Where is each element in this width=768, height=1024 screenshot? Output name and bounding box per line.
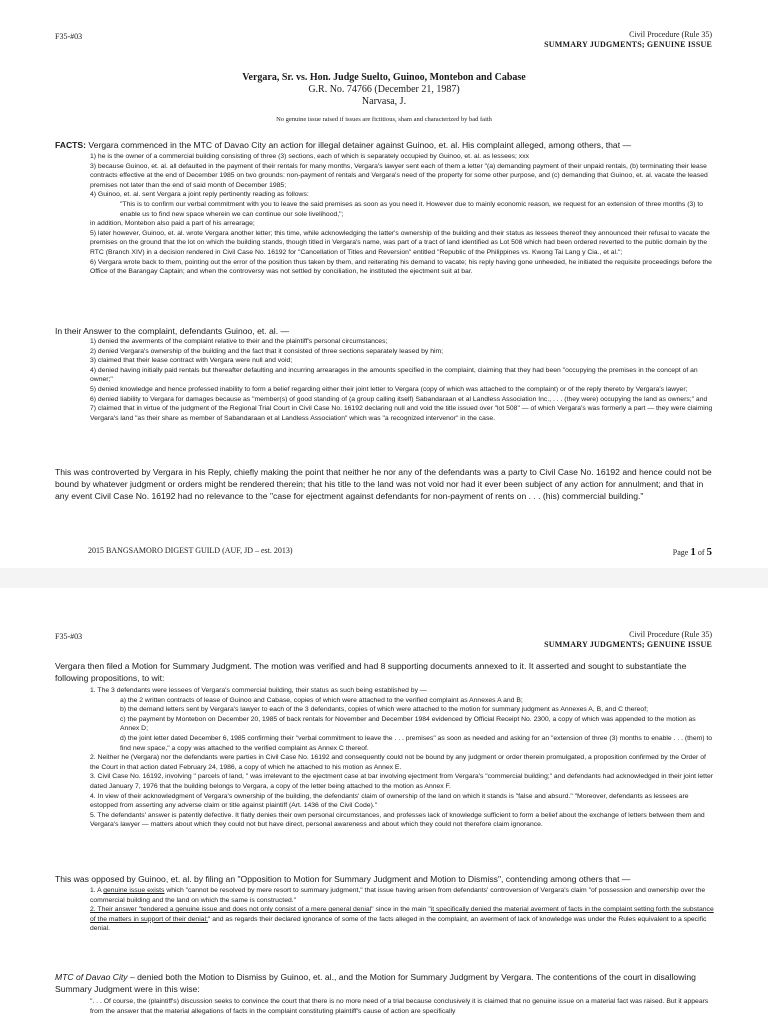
footer-guild: 2015 BANGSAMORO DIGEST GUILD (AUF, JD – est. 2013): [88, 546, 293, 555]
facts-item: 6) Vergara wrote back to them, pointing out the error of the position thus taken by them, and reiterating his demand to vacate; his reply having gone unheeded, he initiated the requisite proceedings before the Office of the Barangay Captain; and when the controversy was not settled by conciliation, he instituted the ejectment suit at bar.: [90, 258, 712, 276]
propositions-list: [55, 686, 715, 830]
answer-item: 2) denied Vergara's ownership of the building and the fact that it consisted of three sections separately leased by him;: [90, 347, 444, 355]
mtc-label: MTC of Davao City: [55, 972, 128, 982]
reply-paragraph: This was controverted by Vergara in his Reply, chiefly making the point that neither he nor any of the defendants was a party to Civil Case No. 16192 and hence could not be bound by whatever judgment or orders might be rendered therein; that his title to the land was not void nor had it ever been subject of any action for annulment; and that in any event Civil Case No. 16192 had no relevance to the "case for ejectment against defendants for non-payment of rents on . . . (his) commercial building.": [55, 467, 712, 501]
answer-item: 7) claimed that in virtue of the judgment of the Regional Trial Court in Civil Case No. 16192 declaring null and void the title issued over "lot 508" — of which Vergara's was formerly a part — they were claiming Vergara's land "as their share as member of Sabandaraan et al Landless Association" which was "a recognized intervenor" in the case.: [90, 405, 713, 422]
case-ponente: Narvasa, J.: [361, 96, 407, 107]
proposition-item: 4. In view of their acknowledgment of Vergara's ownership of the building, the defendants' claim of ownership of the land on which it stands is "false and absurd." "Moreover, defendants as lessees are estopped from asserting any adverse claim or title against plaintiff (Art. 1436 of the Civil Code).": [90, 792, 689, 810]
answer-item: 6) denied liability to Vergara for damages because as "member(s) of good standing of (a group calling itself) Sabandaraan et al Landless Association Inc., . . . (they were) occupying the land as owners;" and: [90, 395, 708, 403]
answer-item: 3) claimed that their lease contract with Vergara were null and void;: [90, 357, 293, 365]
answer-list: [55, 337, 715, 423]
answer-intro: In their Answer to the complaint, defendants Guinoo, et. al. —: [55, 326, 290, 336]
case-caption: [0, 72, 768, 126]
facts-item: 5) later however, Guinoo, et. al. wrote Vergara another letter; this time, while acknowledging the latter's ownership of the building and their status as lessees thereof they announced their refusal to vacate the premises on the ground that the lot on which the building stands, though titled in Vergara's name, was part of a tract of land identified as Lot 508 which had been ordered reverted to the public domain by the RTC (Branch XIV) in a decision rendered in Civil Case No. 16192 for "Cancellation of Titles and Reversion" entitled "Republic of the Philippines vs. Kwong Tai Lang y Cia., et al.";: [90, 229, 710, 256]
doc-code: F35-#03: [55, 632, 83, 641]
page-header-right: [544, 630, 712, 650]
course-label: Civil Procedure (Rule 35): [629, 30, 712, 39]
facts-intro: Vergara commenced in the MTC of Davao City an action for illegal detainer against Guinoo, et. al. His complaint alleged, among others, that —: [88, 140, 632, 150]
opposition-paragraph: This was opposed by Guinoo, et. al. by filing an "Opposition to Motion for Summary Judgment and Motion to Dismiss", contending among others that —: [55, 874, 631, 884]
answer-item: 1) denied the averments of the complaint relative to their and the plaintiff's personal circumstances;: [90, 338, 388, 345]
document-page-2: [0, 588, 768, 1024]
facts-item: 3) because Guinoo, et. al. all defaulted in the payment of their rentals for many months, Vergara's lawyer sent each of them a letter "(a) demanding payment of their unpaid rentals, (b) terminating their lease contracts effective at the end of December 1985 on two grounds: non-payment of rentals and Vergara's need of the property for some other purpose, and (c) demanding that Guinoo, et. al. vacate the leased premises not later than the end of said month of December 1985;: [90, 162, 708, 189]
facts-label: FACTS:: [55, 140, 87, 150]
proposition-subitem: b) the demand letters sent by Vergara's lawyer to each of the 3 defendants, copies of which were attached to the motion for summary judgment as Annexes A, B, and C thereof;: [120, 706, 648, 714]
answer-item: 5) denied knowledge and hence professed inability to form a belief regarding either their joint letter to Vergara (copy of which was attached to the complaint) or of the reply thereto by Vergara's lawyer;: [90, 385, 688, 393]
proposition-subitems: [90, 696, 715, 754]
facts-quote: "This is to confirm our verbal commitment with you to leave the said premises as soon as you need it. However due to mainly economic reason, we request for an extension of three months (3) to enable us to find new space wherein we can continue our sole livelihood,";: [120, 200, 704, 218]
page-number: Page 1 of 5: [672, 546, 712, 558]
proposition-item: 2. Neither he (Vergara) nor the defendants were parties in Civil Case No. 16192 and consequently could not be bound by any judgment or order therein promulgated, a proposition confirmed by the Order of the Court in that action dated February 24, 1986, a copy of which he attached to his motion as Annex E.: [90, 754, 706, 771]
opposition-item: 1. A genuine issue exists which "cannot be resolved by mere resort to summary judgment," that issue having arisen from defendants' controversion of Vergara's claim "of possession and ownership over the commercial building and the land on which the same is constructed.": [90, 887, 706, 904]
proposition-subitem: c) the payment by Montebon on December 20, 1985 of back rentals for November and December 1984 evidenced by Official Receipt No. 2300, a copy of which was appended to the motion as Annex D;: [120, 715, 696, 733]
topic-label: SUMMARY JUDGMENTS; GENUINE ISSUE: [544, 640, 712, 649]
page-header-right: [544, 30, 712, 50]
proposition-item: 5. The defendants' answer is patently defective. It flatly denies their own personal circumstances, and professes lack of knowledge sufficient to form a belief about the exchange of letters between them and Vergara's lawyer — matters about which they could not but have direct, personal awareness and about which they could not therefore claim ignorance.: [90, 811, 705, 829]
facts-list: [55, 152, 715, 277]
opposition-list: [55, 886, 715, 934]
facts-item: 1) he is the owner of a commercial building consisting of three (3) sections, each of which is separately occupied by Guinoo, et. al. as lessees; xxx: [90, 153, 529, 160]
mtc-quote: ". . . Of course, the (plaintiff's) discussion seeks to convince the court that there is no more need of a trial because conclusively it is claimed that no genuine issue on a material fact was raised. But it appears from the answer that the material allegations of facts in the complaint constituting plaintiff's cause of action are specifically: [90, 998, 709, 1015]
course-label: Civil Procedure (Rule 35): [629, 630, 712, 639]
mtc-paragraph: MTC of Davao City – denied both the Motion to Dismiss by Guinoo, et. al., and the Motion for Summary Judgment by Vergara. The contentions of the court in disallowing Summary Judgment were in this wise:: [55, 972, 696, 994]
proposition-item: 3. Civil Case No. 16192, involving " parcels of land, " was irrelevant to the ejectment case at bar involving ejectment from Vergara's "commercial building;" and defendants had acknowledged in their joint letter dated January 7, 1976 that the building belongs to Vergara, a copy of the letter being attached to the motion as Annex F.: [90, 773, 713, 790]
proposition-subitem: a) the 2 written contracts of lease of Guinoo and Cabase, copies of which were attached to the verified complaint as Annexes A and B;: [120, 696, 523, 704]
case-title: Vergara, Sr. vs. Hon. Judge Suelto, Guinoo, Montebon and Cabase: [242, 72, 526, 83]
case-doctrine: No genuine issue raised if issues are fictitious, sham and characterized by bad faith: [276, 116, 492, 123]
facts-item: 4) Guinoo, et. al. sent Vergara a joint reply pertinently reading as follows:: [90, 191, 309, 199]
proposition-item: 1. The 3 defendants were lessees of Vergara's commercial building, their status as such being established by —: [90, 687, 427, 694]
answer-item: 4) denied having initially paid rentals but thereafter defaulting and incurring arrearages in the amounts specified in the complaint, claiming that they had been "occupying the premises in the concept of an owner;": [90, 366, 698, 384]
msj-paragraph: Vergara then filed a Motion for Summary Judgment. The motion was verified and had 8 supporting documents annexed to it. It asserted and sought to substantiate the following propositions, to wit:: [55, 661, 687, 683]
opposition-item: 2. Their answer "tendered a genuine issue and does not only consist of a mere general denial" since in the main "it specifically denied the material averment of facts in the complaint setting forth the substance of the matters in support of their denial;" and as regards their declared ignorance of some of the facts alleged in the complaint, an averment of lack of knowledge was under the Rules equivalent to a specific denial.: [90, 906, 714, 933]
case-gr: G.R. No. 74766 (December 21, 1987): [308, 84, 460, 95]
page-footer: [88, 546, 712, 558]
doc-code: F35-#03: [55, 32, 83, 41]
topic-label: SUMMARY JUDGMENTS; GENUINE ISSUE: [544, 40, 712, 49]
genuine-issue-underline: genuine issue exists: [103, 887, 165, 894]
facts-item: in addition, Montebon also paid a part of his arrearage;: [90, 220, 255, 228]
facts-paragraph: [55, 139, 715, 151]
proposition-subitem: d) the joint letter dated December 6, 1985 confirming their "verbal commitment to leave the . . . premises" as soon as needed and asking for an "extension of three (3) months to enable . . . (them) to find new space," a copy was attached to the verified complaint as Annex C thereof.: [120, 734, 713, 752]
